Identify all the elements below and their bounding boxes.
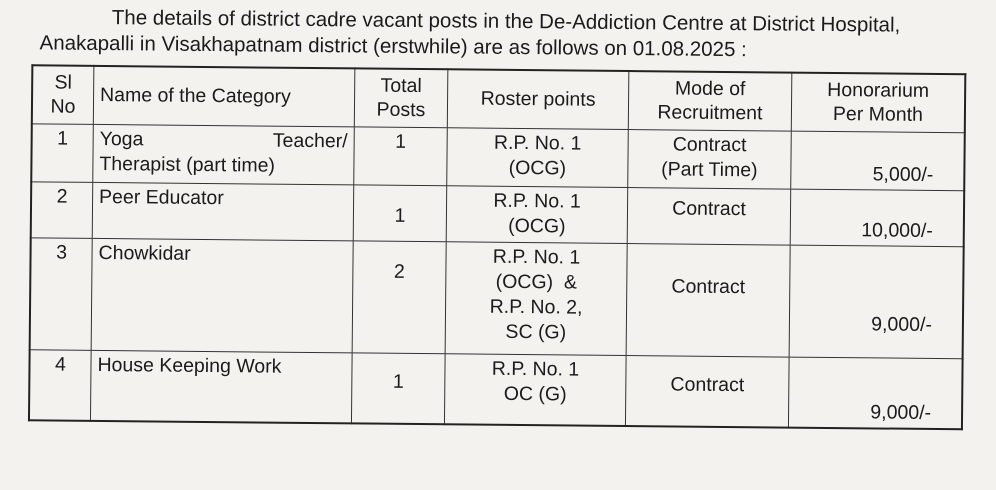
row2-roster-line1: R.P. No. 1 [493, 189, 581, 213]
intro-paragraph [39, 4, 979, 65]
row3-category: Chowkidar [91, 238, 353, 353]
row1-total: 1 [354, 126, 448, 185]
row4-total: 1 [351, 352, 445, 423]
row1-category-line2: Therapist (part time) [99, 152, 276, 177]
header-honorarium [791, 73, 965, 133]
header-mode-of-recruitment [628, 71, 792, 131]
header-total-line1: Total [380, 74, 422, 98]
row3-honorarium: 9,000/- [789, 245, 964, 359]
header-hon-line1: Honorarium [827, 79, 930, 103]
row2-category: Peer Educator [92, 182, 354, 241]
row2-honorarium: 10,000/- [790, 189, 964, 247]
row1-mode-line2: (Part Time) [661, 157, 758, 181]
header-sl-line1: Sl [54, 71, 72, 94]
row1-honorarium: 5,000/- [791, 131, 965, 191]
row1-category-line1 [100, 126, 348, 153]
row4-roster [444, 353, 626, 425]
row4-mode: Contract [625, 355, 789, 427]
table-row [31, 181, 964, 246]
row4-honorarium: 9,000/- [788, 357, 962, 429]
row4-roster-line2: OC (G) [503, 382, 567, 405]
row1-roster-line2: (OCG) [508, 156, 567, 179]
vacant-posts-table [28, 64, 966, 429]
header-category-name: Name of the Category [93, 66, 355, 127]
row2-roster [446, 185, 628, 243]
header-sl-no [32, 65, 94, 124]
row3-roster-line2: (OCG) & [495, 270, 578, 294]
header-sl-line2: No [50, 95, 76, 118]
row3-roster-line3: R.P. No. 2, [489, 295, 583, 319]
row2-mode: Contract [627, 187, 791, 245]
row3-sl: 3 [30, 237, 93, 350]
row1-roster-line1: R.P. No. 1 [493, 131, 582, 155]
row2-roster-line2: (OCG) [508, 214, 566, 237]
row3-total: 2 [352, 240, 446, 353]
header-total-posts [354, 68, 448, 127]
row1-category-part2: Teacher/ [272, 129, 348, 152]
row2-total: 1 [353, 184, 447, 241]
intro-line-1: The details of district cadre vacant posts in the De-Addiction Centre at District Hospital, [111, 6, 901, 37]
intro-line-2: Anakapalli in Visakhapatnam district (erstwhile) are as follows on 01.08.2025 : [39, 31, 747, 62]
row1-category-part1: Yoga [99, 127, 144, 150]
row3-roster [445, 241, 627, 355]
row3-roster-line1: R.P. No. 1 [492, 245, 581, 269]
row1-category [93, 124, 355, 185]
header-hon-line2: Per Month [832, 103, 924, 127]
row3-roster-line4: SC (G) [505, 320, 567, 343]
table-header-row [32, 65, 966, 132]
row1-mode [628, 129, 792, 189]
row4-category: House Keeping Work [90, 350, 352, 423]
table-row [30, 237, 964, 358]
row1-roster [447, 127, 629, 187]
table-row [31, 123, 965, 190]
row2-sl: 2 [31, 181, 93, 238]
row1-sl: 1 [31, 123, 93, 182]
header-total-line2: Posts [376, 98, 426, 122]
header-roster-points: Roster points [447, 69, 629, 129]
table-row [29, 349, 963, 428]
row3-mode: Contract [626, 243, 790, 357]
row4-roster-line1: R.P. No. 1 [491, 357, 580, 381]
header-mode-line1: Mode of [674, 77, 746, 101]
row4-sl: 4 [29, 349, 91, 420]
row1-mode-line1: Contract [672, 132, 747, 156]
header-mode-line2: Recruitment [657, 101, 763, 125]
